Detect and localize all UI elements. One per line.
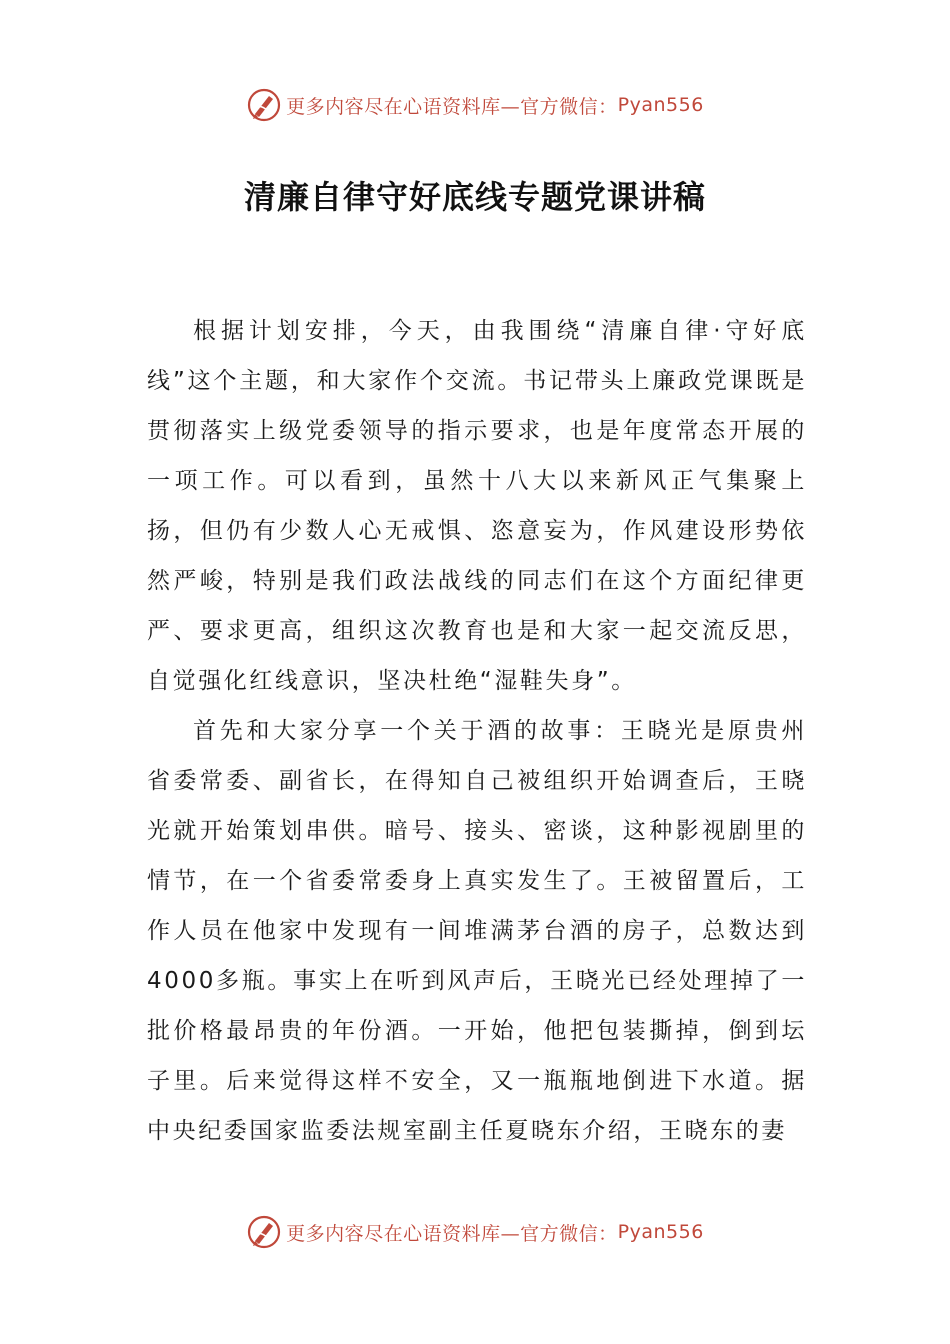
paragraph: 首先和大家分享一个关于酒的故事：王晓光是原贵州省委常委、副省长，在得知自己被组织开始调查后，王晓光就开始策划串供。暗号、接头、密谈，这种影视剧里的情节，在一个省委常委身上真实发生了。王被留置后，工作人员在他家中发现有一间堆满茅台酒的房子，总数达到4000多瓶。事实上在听到风声后，王晓光已经处理掉了一批价格最昂贵的年份酒。一开始，他把包装撕掉，倒到坛子里。后来觉得这样不安全，又一瓶瓶地倒进下水道。据中央纪委国家监委法规室副主任夏晓东介绍，王晓东的妻 xyxy=(147,718,807,1144)
watermark-text: 更多内容尽在心语资料库—官方微信： xyxy=(286,95,618,118)
paragraph: 根据计划安排，今天，由我围绕“清廉自律·守好底线”这个主题，和大家作个交流。书记带头上廉政党课既是贯彻落实上级党委领导的指示要求，也是年度常态开展的一项工作。可以看到，虽然十八大以来新风正气集聚上扬，但仍有少数人心无戒惧、恣意妄为，作风建设形势依然严峻，特别是我们政法战线的同志们在这个方面纪律更严、要求更高，组织这次教育也是和大家一起交流反思，自觉强化红线意识，坚决杜绝“湿鞋失身”。 xyxy=(147,318,807,694)
document-title: 清廉自律守好底线专题党课讲稿 xyxy=(243,178,706,216)
pen-logo-icon xyxy=(246,87,282,123)
header-watermark xyxy=(0,85,950,125)
document-body xyxy=(147,306,807,1156)
watermark-handle: Pyan556 xyxy=(617,1221,704,1243)
watermark-handle: Pyan556 xyxy=(617,94,704,116)
watermark-text: 更多内容尽在心语资料库—官方微信： xyxy=(286,1222,618,1245)
footer-watermark xyxy=(0,1212,950,1252)
pen-logo-icon xyxy=(246,1214,282,1250)
